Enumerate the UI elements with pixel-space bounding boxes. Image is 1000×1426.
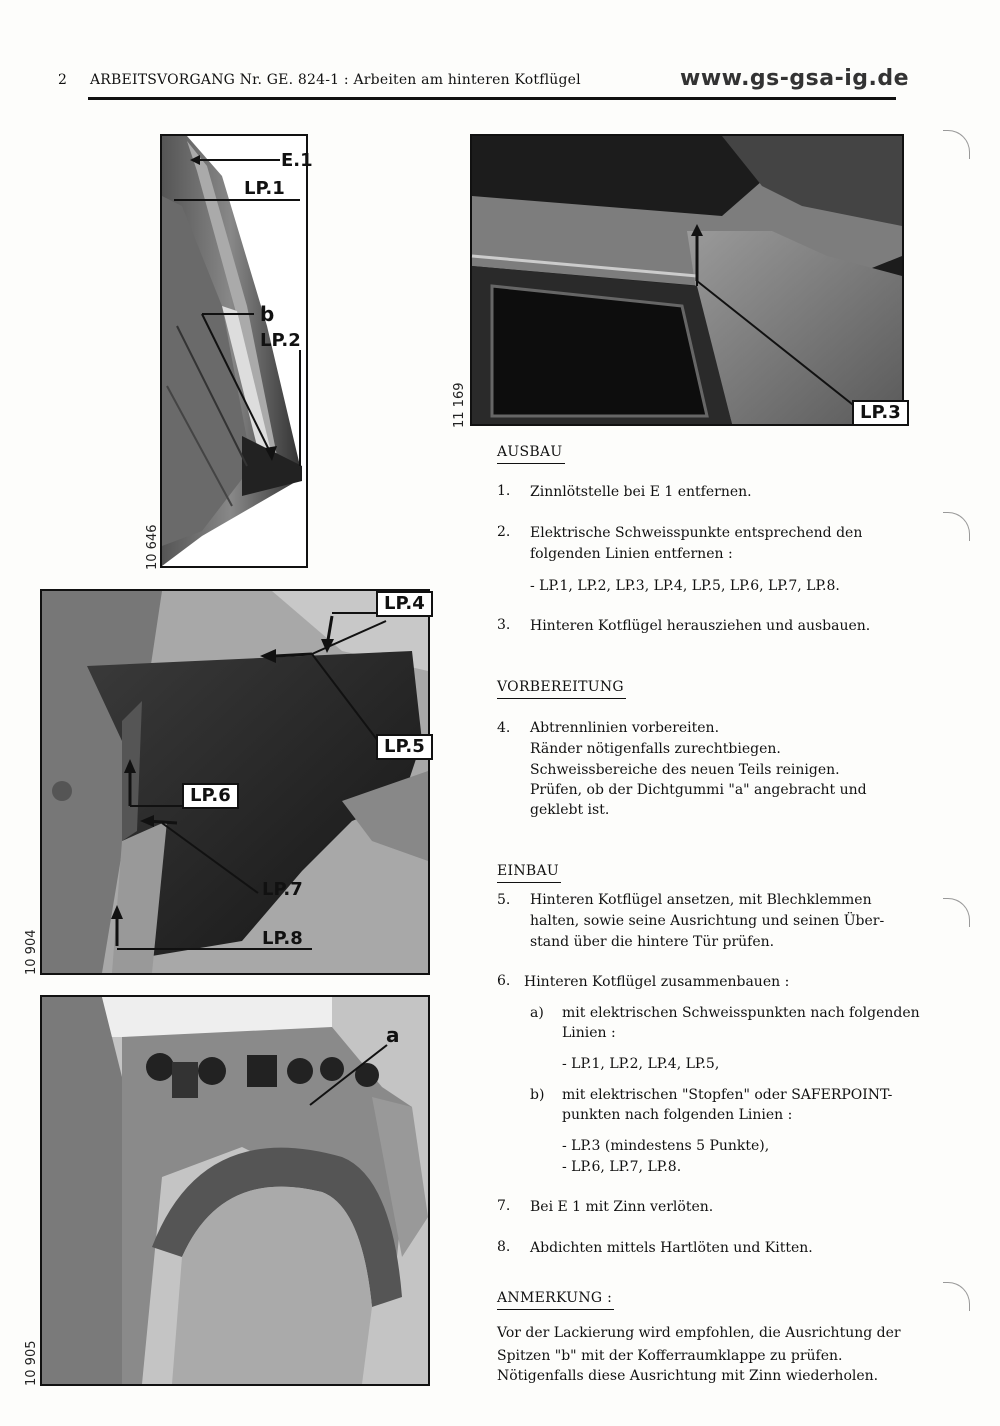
- step-6a-line-1: mit elektrischen Schweisspunkten nach folgenden: [562, 1005, 920, 1021]
- label-b: b: [260, 302, 275, 326]
- binder-hole-mark: [943, 130, 970, 159]
- step-6b-list-1: - LP.3 (mindestens 5 Punkte),: [562, 1138, 770, 1154]
- step-4-line-3: Schweissbereiche des neuen Teils reinigen.: [530, 762, 840, 778]
- page-number: 2: [58, 72, 67, 88]
- step-8-number: 8.: [497, 1239, 511, 1255]
- figure-wheel-arch: [40, 995, 430, 1386]
- figure-number-10905: 10 905: [24, 1340, 39, 1386]
- step-4-line-1: Abtrennlinien vorbereiten.: [530, 720, 720, 736]
- binder-hole-mark: [943, 1282, 970, 1311]
- step-8-text: Abdichten mittels Hartlöten und Kitten.: [530, 1240, 813, 1256]
- step-2-line-2: folgenden Linien entfernen :: [530, 546, 733, 562]
- label-e1: E.1: [281, 150, 313, 171]
- step-1-number: 1.: [497, 483, 511, 499]
- step-6b-mark: b): [530, 1087, 545, 1103]
- step-3-text: Hinteren Kotflügel herausziehen und ausbauen.: [530, 618, 871, 634]
- label-a: a: [386, 1023, 400, 1047]
- step-5-line-1: Hinteren Kotflügel ansetzen, mit Blechklemmen: [530, 892, 872, 908]
- figure-quarter-panel: [40, 589, 430, 975]
- step-6b-line-2: punkten nach folgenden Linien :: [562, 1107, 793, 1123]
- heading-anmerkung: [497, 1290, 614, 1306]
- step-4-line-5: geklebt ist.: [530, 802, 610, 818]
- heading-einbau: [497, 863, 561, 879]
- heading-anmerkung-text: ANMERKUNG :: [497, 1290, 614, 1310]
- step-4-line-2: Ränder nötigenfalls zurechtbiegen.: [530, 741, 781, 757]
- step-6b-list-2: - LP.6, LP.7, LP.8.: [562, 1159, 682, 1175]
- step-6b-line-1: mit elektrischen "Stopfen" oder SAFERPOINT-: [562, 1087, 893, 1103]
- label-lp4: LP.4: [376, 591, 433, 617]
- step-7-number: 7.: [497, 1198, 511, 1214]
- website-url[interactable]: www.gs-gsa-ig.de: [680, 66, 910, 91]
- note-line-3: Nötigenfalls diese Ausrichtung mit Zinn wiederholen.: [497, 1368, 879, 1384]
- heading-vorbereitung: [497, 679, 626, 695]
- step-5-number: 5.: [497, 892, 511, 908]
- wheel-arch-photo: [42, 997, 428, 1384]
- step-4-number: 4.: [497, 720, 511, 736]
- rear-pillar-photo: [162, 136, 306, 566]
- figure-number-10904: 10 904: [24, 929, 39, 975]
- step-7-text: Bei E 1 mit Zinn verlöten.: [530, 1199, 714, 1215]
- step-6a-list: - LP.1, LP.2, LP.4, LP.5,: [562, 1056, 720, 1072]
- step-5-line-3: stand über die hintere Tür prüfen.: [530, 934, 775, 950]
- binder-hole-mark: [943, 512, 970, 541]
- step-6a-mark: a): [530, 1005, 544, 1021]
- step-2-number: 2.: [497, 524, 511, 540]
- figure-number-11169: 11 169: [452, 382, 467, 428]
- label-lp8: LP.8: [262, 928, 303, 949]
- step-1-text: Zinnlötstelle bei E 1 entfernen.: [530, 484, 752, 500]
- step-5-line-2: halten, sowie seine Ausrichtung und seinen Über-: [530, 913, 885, 929]
- step-3-number: 3.: [497, 617, 511, 633]
- roof-pillar-photo: [472, 136, 902, 424]
- label-lp6: LP.6: [182, 783, 239, 809]
- note-line-2: Spitzen "b" mit der Kofferraumklappe zu prüfen.: [497, 1348, 843, 1364]
- label-lp2: LP.2: [260, 330, 301, 351]
- step-2-line-1: Elektrische Schweisspunkte entsprechend den: [530, 525, 863, 541]
- heading-vorbereitung-text: VORBEREITUNG: [497, 679, 626, 699]
- step-2-list: - LP.1, LP.2, LP.3, LP.4, LP.5, LP.6, LP.7, LP.8.: [530, 578, 840, 594]
- label-lp3: LP.3: [852, 400, 909, 426]
- label-lp1: LP.1: [244, 178, 285, 199]
- heading-einbau-text: EINBAU: [497, 863, 561, 883]
- step-6-number: 6.: [497, 973, 511, 989]
- step-6a-line-2: Linien :: [562, 1025, 616, 1041]
- step-4-line-4: Prüfen, ob der Dichtgummi "a" angebracht und: [530, 782, 867, 798]
- figure-roof-pillar: [470, 134, 904, 426]
- heading-ausbau: [497, 444, 565, 460]
- binder-hole-mark: [943, 898, 970, 927]
- header-rule: [88, 97, 896, 100]
- heading-ausbau-text: AUSBAU: [497, 444, 565, 464]
- figure-rear-pillar: [160, 134, 313, 568]
- figure-number-10646: 10 646: [145, 524, 160, 570]
- note-line-1: Vor der Lackierung wird empfohlen, die Ausrichtung der: [497, 1325, 901, 1341]
- document-title: ARBEITSVORGANG Nr. GE. 824-1 : Arbeiten am hinteren Kotflügel: [90, 72, 581, 88]
- label-lp5: LP.5: [376, 734, 433, 760]
- step-6-text: Hinteren Kotflügel zusammenbauen :: [524, 974, 790, 990]
- label-lp7: LP.7: [262, 879, 303, 900]
- quarter-panel-photo: [42, 591, 428, 973]
